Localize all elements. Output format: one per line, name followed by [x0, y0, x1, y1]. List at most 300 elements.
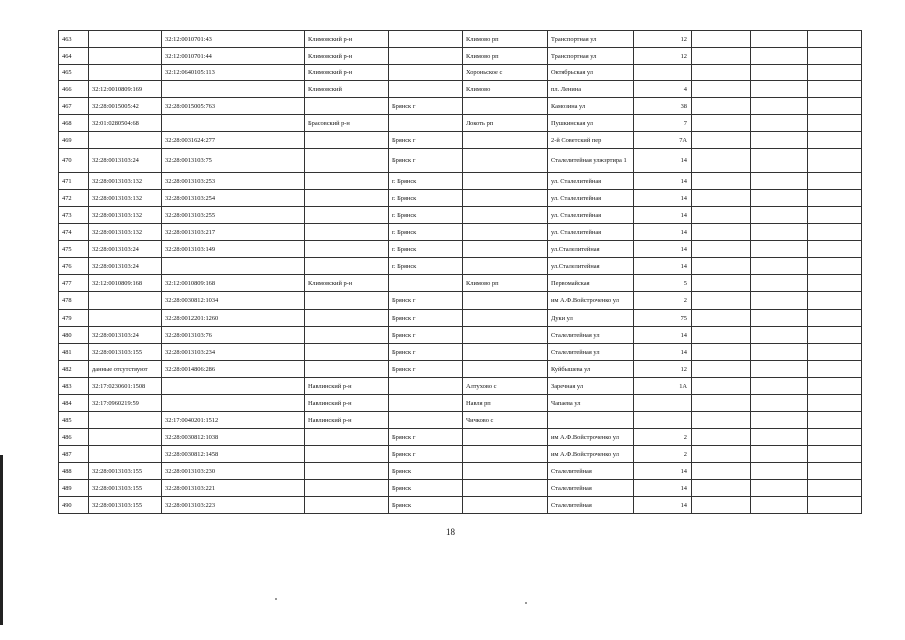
table-cell	[463, 429, 548, 446]
table-cell	[692, 173, 751, 190]
scan-edge-mark	[0, 455, 3, 625]
table-cell	[808, 81, 862, 98]
table-cell: 7	[634, 115, 692, 132]
table-cell: 484	[59, 395, 89, 412]
table-cell	[162, 378, 305, 395]
table-cell: 32:28:0013103:155	[89, 344, 162, 361]
table-cell: 12	[634, 31, 692, 48]
table-cell	[305, 258, 389, 275]
table-cell: Сталелитейная	[548, 463, 634, 480]
table-cell: Первомайская	[548, 275, 634, 292]
table-cell	[808, 310, 862, 327]
table-cell	[751, 310, 808, 327]
table-cell	[463, 258, 548, 275]
table-cell	[463, 224, 548, 241]
table-cell	[751, 292, 808, 310]
table-cell: Брянск	[389, 497, 463, 514]
table-cell: данные отсутствуют	[89, 361, 162, 378]
table-cell	[463, 463, 548, 480]
table-cell: Климовский р-н	[305, 65, 389, 81]
scan-speck	[525, 602, 527, 604]
table-row	[59, 310, 862, 327]
table-cell	[808, 446, 862, 463]
table-cell: 14	[634, 258, 692, 275]
scan-speck	[275, 598, 277, 600]
table-cell: Транспортная ул	[548, 31, 634, 48]
table-cell	[751, 190, 808, 207]
table-cell: 32:28:0013103:132	[89, 190, 162, 207]
table-cell	[751, 275, 808, 292]
table-cell	[692, 412, 751, 429]
table-cell: 463	[59, 31, 89, 48]
table-cell: г. Брянск	[389, 241, 463, 258]
table-cell: 5	[634, 275, 692, 292]
table-cell: 14	[634, 327, 692, 344]
table-cell: Октябрьская ул	[548, 65, 634, 81]
table-cell	[389, 48, 463, 65]
table-cell	[808, 65, 862, 81]
table-cell: Брянск г	[389, 310, 463, 327]
table-cell	[692, 378, 751, 395]
table-cell	[389, 395, 463, 412]
table-cell	[808, 241, 862, 258]
table-cell: Брянск г	[389, 98, 463, 115]
table-cell	[751, 497, 808, 514]
table-cell	[751, 31, 808, 48]
table-cell	[692, 497, 751, 514]
table-cell: 32:28:0013103:75	[162, 149, 305, 173]
table-cell: 32:28:0012201:1260	[162, 310, 305, 327]
table-cell	[305, 463, 389, 480]
table-cell	[692, 48, 751, 65]
table-cell: 14	[634, 241, 692, 258]
table-cell	[692, 241, 751, 258]
registry-table	[58, 30, 862, 514]
table-cell: ул. Сталелитейная	[548, 173, 634, 190]
table-cell	[389, 65, 463, 81]
table-cell: Брянск г	[389, 446, 463, 463]
table-cell: 32:17:0040201:1512	[162, 412, 305, 429]
table-cell: 490	[59, 497, 89, 514]
table-cell	[634, 65, 692, 81]
table-cell	[162, 81, 305, 98]
table-cell: Заречная ул	[548, 378, 634, 395]
table-cell: 14	[634, 463, 692, 480]
table-cell	[692, 190, 751, 207]
page-number: 18	[446, 527, 455, 537]
table-cell: Климово рп	[463, 48, 548, 65]
table-cell	[89, 429, 162, 446]
table-cell	[305, 190, 389, 207]
table-cell	[89, 65, 162, 81]
table-row	[59, 344, 862, 361]
table-cell: 2	[634, 446, 692, 463]
table-cell	[463, 190, 548, 207]
table-cell	[692, 115, 751, 132]
table-cell: 32:01:0280504:68	[89, 115, 162, 132]
table-cell	[751, 173, 808, 190]
table-row	[59, 429, 862, 446]
table-cell: 14	[634, 207, 692, 224]
table-row	[59, 395, 862, 412]
table-cell: 14	[634, 497, 692, 514]
table-cell: Сталелитейная улжзртира 1	[548, 149, 634, 173]
table-cell: Сталелитейная ул	[548, 344, 634, 361]
table-row	[59, 327, 862, 344]
table-cell: Алтухово с	[463, 378, 548, 395]
table-cell	[692, 344, 751, 361]
table-row	[59, 480, 862, 497]
table-cell: Брянск	[389, 463, 463, 480]
table-cell: 32:28:0013103:24	[89, 241, 162, 258]
table-cell: 32:28:0030812:1034	[162, 292, 305, 310]
table-cell	[751, 378, 808, 395]
table-cell: Климовский р-н	[305, 48, 389, 65]
table-row	[59, 173, 862, 190]
table-cell: 32:28:0013103:24	[89, 327, 162, 344]
table-cell	[305, 224, 389, 241]
table-cell: 38	[634, 98, 692, 115]
table-cell: 478	[59, 292, 89, 310]
table-cell	[808, 132, 862, 149]
table-cell: 467	[59, 98, 89, 115]
table-cell	[808, 115, 862, 132]
table-cell: 487	[59, 446, 89, 463]
table-row	[59, 149, 862, 173]
table-cell: г. Брянск	[389, 190, 463, 207]
table-cell: 32:12:0010809:169	[89, 81, 162, 98]
table-cell: Климовский р-н	[305, 275, 389, 292]
table-row	[59, 378, 862, 395]
table-cell: 470	[59, 149, 89, 173]
table-cell: Брянск г	[389, 327, 463, 344]
table-cell: г. Брянск	[389, 173, 463, 190]
table-cell	[463, 497, 548, 514]
table-cell	[808, 258, 862, 275]
table-cell	[305, 446, 389, 463]
table-cell: 75	[634, 310, 692, 327]
table-cell: 481	[59, 344, 89, 361]
table-cell	[389, 31, 463, 48]
table-row	[59, 81, 862, 98]
table-cell	[692, 446, 751, 463]
table-cell: 32:28:0031624:277	[162, 132, 305, 149]
table-cell: 474	[59, 224, 89, 241]
table-cell	[692, 395, 751, 412]
table-cell	[162, 115, 305, 132]
table-cell: Камозина ул	[548, 98, 634, 115]
table-cell: 471	[59, 173, 89, 190]
table-cell	[305, 310, 389, 327]
table-cell	[389, 115, 463, 132]
table-cell: 32:28:0013103:155	[89, 497, 162, 514]
table-cell	[692, 327, 751, 344]
table-cell: 32:28:0013103:254	[162, 190, 305, 207]
table-cell	[692, 463, 751, 480]
table-cell	[305, 292, 389, 310]
table-cell	[305, 207, 389, 224]
table-cell: 472	[59, 190, 89, 207]
table-cell: 32:28:0030812:1038	[162, 429, 305, 446]
table-cell	[463, 310, 548, 327]
table-cell: 32:28:0013103:132	[89, 224, 162, 241]
table-cell	[751, 115, 808, 132]
table-cell: 32:17:0960219:59	[89, 395, 162, 412]
table-cell	[305, 429, 389, 446]
table-cell: 14	[634, 224, 692, 241]
table-cell	[808, 327, 862, 344]
table-cell	[305, 132, 389, 149]
table-cell	[751, 344, 808, 361]
table-cell: Навлинский р-н	[305, 395, 389, 412]
table-cell	[305, 361, 389, 378]
table-cell: 14	[634, 344, 692, 361]
table-cell: им А.Ф.Войстроченко ул	[548, 292, 634, 310]
table-cell: 476	[59, 258, 89, 275]
table-cell	[751, 412, 808, 429]
table-cell: 32:28:0013103:255	[162, 207, 305, 224]
table-cell: 32:28:0013103:132	[89, 207, 162, 224]
table-row	[59, 446, 862, 463]
table-cell: 32:28:0013103:155	[89, 463, 162, 480]
table-cell: 32:28:0015005:763	[162, 98, 305, 115]
table-row	[59, 207, 862, 224]
table-cell	[692, 149, 751, 173]
table-cell: 32:28:0013103:221	[162, 480, 305, 497]
table-cell: Климовский р-н	[305, 31, 389, 48]
table-cell	[808, 395, 862, 412]
table-row	[59, 258, 862, 275]
table-row	[59, 361, 862, 378]
table-cell	[751, 463, 808, 480]
table-cell: Брянск г	[389, 149, 463, 173]
table-cell	[808, 207, 862, 224]
table-cell: 482	[59, 361, 89, 378]
table-row	[59, 98, 862, 115]
table-cell	[634, 412, 692, 429]
table-cell: ул. Сталелитейная	[548, 207, 634, 224]
table-cell: 2	[634, 292, 692, 310]
table-cell: 32:28:0014806:286	[162, 361, 305, 378]
table-cell	[808, 429, 862, 446]
table-cell	[389, 81, 463, 98]
table-cell: ул. Сталелитейная	[548, 224, 634, 241]
table-cell: г. Брянск	[389, 207, 463, 224]
table-cell: Дуки ул	[548, 310, 634, 327]
table-cell	[463, 327, 548, 344]
table-cell	[692, 292, 751, 310]
table-cell	[463, 292, 548, 310]
table-cell	[692, 310, 751, 327]
table-cell: 468	[59, 115, 89, 132]
table-cell	[305, 480, 389, 497]
table-cell	[751, 258, 808, 275]
table-cell	[162, 258, 305, 275]
table-cell: ул. Сталелитейная	[548, 190, 634, 207]
table-cell: ул.Сталелитейная	[548, 258, 634, 275]
table-row	[59, 65, 862, 81]
table-cell: Чичково с	[463, 412, 548, 429]
table-cell	[751, 48, 808, 65]
table-cell: Пушкинская ул	[548, 115, 634, 132]
table-cell: Сталелитейная	[548, 497, 634, 514]
table-cell: 14	[634, 149, 692, 173]
table-cell: Климовский	[305, 81, 389, 98]
table-cell	[89, 446, 162, 463]
table-cell	[751, 361, 808, 378]
table-cell: Локоть рп	[463, 115, 548, 132]
table-cell	[751, 207, 808, 224]
table-cell	[808, 31, 862, 48]
table-cell: 32:28:0015005:42	[89, 98, 162, 115]
table-cell	[305, 149, 389, 173]
table-cell	[751, 149, 808, 173]
table-cell: Чапаева ул	[548, 395, 634, 412]
table-cell	[751, 81, 808, 98]
table-cell	[751, 327, 808, 344]
table-cell	[751, 241, 808, 258]
table-cell	[305, 98, 389, 115]
table-cell: Сталелитейная ул	[548, 327, 634, 344]
table-cell	[305, 241, 389, 258]
table-cell	[692, 31, 751, 48]
table-cell	[305, 173, 389, 190]
table-cell: Климово	[463, 81, 548, 98]
table-row	[59, 292, 862, 310]
table-cell: 32:12:0640105:113	[162, 65, 305, 81]
table-cell	[808, 224, 862, 241]
table-cell: Брянск г	[389, 429, 463, 446]
table-cell: г. Брянск	[389, 258, 463, 275]
table-cell: 4	[634, 81, 692, 98]
table-cell	[463, 480, 548, 497]
table-cell: 483	[59, 378, 89, 395]
table-cell	[162, 395, 305, 412]
table-cell: 32:28:0013103:234	[162, 344, 305, 361]
registry-table-body	[59, 31, 862, 514]
table-cell: Климово рп	[463, 275, 548, 292]
table-row	[59, 463, 862, 480]
table-cell: 32:12:0010701:43	[162, 31, 305, 48]
table-cell	[751, 429, 808, 446]
table-cell	[808, 190, 862, 207]
table-cell: 486	[59, 429, 89, 446]
table-cell	[808, 412, 862, 429]
table-cell	[751, 65, 808, 81]
table-row	[59, 241, 862, 258]
table-cell	[692, 480, 751, 497]
table-cell	[634, 395, 692, 412]
table-cell	[751, 224, 808, 241]
table-row	[59, 412, 862, 429]
table-cell	[305, 327, 389, 344]
table-cell: г. Брянск	[389, 224, 463, 241]
table-cell	[808, 497, 862, 514]
table-cell: Транспортная ул	[548, 48, 634, 65]
table-cell: Хороньское с	[463, 65, 548, 81]
table-cell	[89, 132, 162, 149]
table-cell	[692, 224, 751, 241]
table-cell: 7А	[634, 132, 692, 149]
table-cell	[463, 132, 548, 149]
table-cell: 1А	[634, 378, 692, 395]
table-cell	[389, 275, 463, 292]
table-cell: 466	[59, 81, 89, 98]
table-cell: 14	[634, 480, 692, 497]
table-cell	[692, 429, 751, 446]
table-cell	[751, 480, 808, 497]
table-cell	[692, 65, 751, 81]
table-row	[59, 48, 862, 65]
table-cell: 464	[59, 48, 89, 65]
table-cell	[808, 173, 862, 190]
table-cell: 32:12:0010809:168	[162, 275, 305, 292]
table-cell: 32:12:0010809:168	[89, 275, 162, 292]
table-cell	[692, 132, 751, 149]
table-cell	[692, 207, 751, 224]
table-cell	[692, 81, 751, 98]
table-cell: Брянск г	[389, 132, 463, 149]
table-cell: 32:28:0013103:223	[162, 497, 305, 514]
table-cell	[463, 173, 548, 190]
table-cell	[808, 149, 862, 173]
table-cell: 14	[634, 173, 692, 190]
table-cell: 32:28:0013103:149	[162, 241, 305, 258]
table-cell	[692, 258, 751, 275]
table-cell	[808, 361, 862, 378]
table-cell: Брянск	[389, 480, 463, 497]
table-cell	[463, 344, 548, 361]
table-cell: 32:12:0010701:44	[162, 48, 305, 65]
table-row	[59, 497, 862, 514]
table-cell	[463, 361, 548, 378]
table-cell: 32:28:0013103:253	[162, 173, 305, 190]
table-cell: 32:28:0030812:1458	[162, 446, 305, 463]
table-cell: 32:28:0013103:132	[89, 173, 162, 190]
table-cell	[692, 98, 751, 115]
table-cell: 469	[59, 132, 89, 149]
table-cell: 32:28:0013103:155	[89, 480, 162, 497]
table-cell	[808, 98, 862, 115]
table-cell: 479	[59, 310, 89, 327]
table-cell: 32:28:0013103:24	[89, 258, 162, 275]
table-cell	[463, 149, 548, 173]
table-row	[59, 115, 862, 132]
table-cell: Навлинский р-н	[305, 412, 389, 429]
table-cell	[751, 132, 808, 149]
table-cell: Брянск г	[389, 292, 463, 310]
table-cell: Сталелитейная	[548, 480, 634, 497]
table-cell	[808, 48, 862, 65]
table-cell	[808, 480, 862, 497]
table-cell	[463, 207, 548, 224]
table-cell: 475	[59, 241, 89, 258]
table-cell	[751, 98, 808, 115]
table-cell: пл. Ленина	[548, 81, 634, 98]
table-cell: 477	[59, 275, 89, 292]
table-cell: 32:28:0013103:217	[162, 224, 305, 241]
table-cell	[808, 378, 862, 395]
table-cell: Брянск г	[389, 344, 463, 361]
table-cell	[751, 395, 808, 412]
table-cell: Брянск г	[389, 361, 463, 378]
table-cell: 2-й Советский пер	[548, 132, 634, 149]
table-cell	[305, 497, 389, 514]
table-cell	[808, 344, 862, 361]
table-cell: 12	[634, 361, 692, 378]
table-cell	[808, 292, 862, 310]
table-cell	[692, 361, 751, 378]
